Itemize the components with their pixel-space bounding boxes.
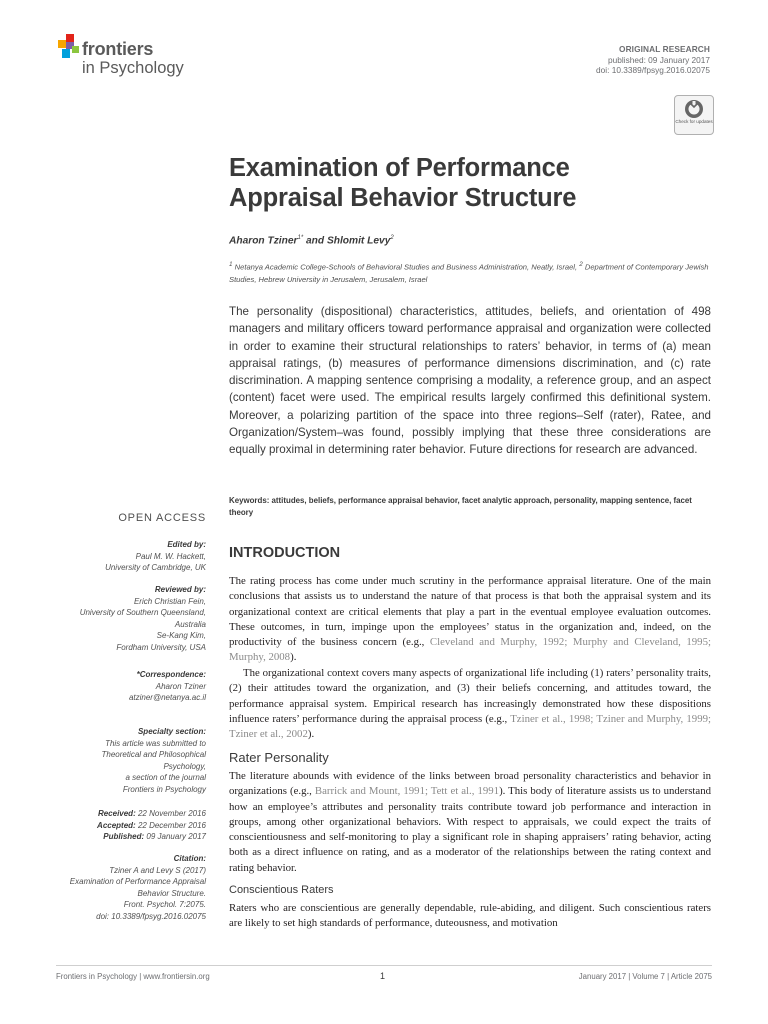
abstract: The personality (dispositional) characteristics, attitudes, beliefs, and orientation of 498 managers and military officers toward performance appraisal and organization were collected in order to examine their structural relationships to raters’ behavior, in terms of (a) mean appraisal ratings, (b) measures of performance dimensions discrimination, and (c) rate discrimination. A mapping sentence comprising a modality, a reference group, and an aspect (content) facet were used. The empirical results largely confirmed this definitional system. Moreover, a polarizing partition of the space into three regions–Self (rater), Ratee, and Organization/System–was found, possibly implying that these three considerations are equally proximal in determining rater behavior. Future directions for research are advanced. <box>229 305 711 457</box>
intro-p1-citation[interactable]: Cleveland and Murphy, 1992; Murphy and Cleveland, 1995; Murphy, 2008 <box>229 636 711 664</box>
editor-name: Paul M. W. Hackett, <box>135 551 206 561</box>
author-conjunction: and <box>303 235 327 247</box>
reviewer-1-country: Australia <box>174 619 206 629</box>
author-list <box>229 235 394 246</box>
journal-logo-line2: in Psychology <box>82 59 184 77</box>
title-line-2: Appraisal Behavior Structure <box>229 184 577 212</box>
received-label: Received: <box>97 809 136 818</box>
citation-label: Citation: <box>173 854 206 863</box>
intro-p1-text: The rating process has come under much scrutiny in the performance appraisal literature. One of the main conclusions that assists us to understand the nature of that process is that both the appraisal system and its organizational context are critical elements that play a part in the eventual employee evaluation outcomes. These outcomes, in turn, impinge upon the employees’ status in the organization and, indeed, on the productivity of the business concern (e.g., <box>229 575 711 649</box>
specialty-line-3: Psychology, <box>163 761 206 771</box>
citation-line-3: Behavior Structure. <box>137 888 206 898</box>
conscientious-raters-paragraph: Raters who are conscientious are generally dependable, rule-abiding, and diligent. Such conscientious raters are likely to set high standards of performance, duteousness, and motivation <box>229 902 711 930</box>
affiliations <box>229 259 711 286</box>
received-date <box>26 808 206 820</box>
edited-by-label: Edited by: <box>167 540 206 549</box>
footer-journal-url[interactable]: Frontiers in Psychology | www.frontiersin.org <box>56 972 210 981</box>
intro-p2-end: ). <box>307 728 315 741</box>
reviewed-by-section <box>26 584 206 653</box>
author-2[interactable]: Shlomit Levy <box>326 235 391 247</box>
rater-p-end: ). This body of literature assists us to understand how an employee’s attributes and personality traits contribute toward job performance and interaction in groups, among other organizational behaviors. With respect to appraisals, we could expect the traits of conscientiousness and self-monitoring to play a significant role in shaping appraisers’ rating behavior, acting both as a direct influence on rating, and as a moderator of the relationships between the rating context and rating behavior. <box>229 785 711 874</box>
accepted-date <box>26 820 206 832</box>
published-value: 09 January 2017 <box>144 832 206 841</box>
citation-line-2: Examination of Performance Appraisal <box>69 877 206 886</box>
correspondence-email[interactable]: atziner@netanya.ac.il <box>128 693 206 702</box>
intro-paragraph-2 <box>229 666 711 742</box>
introduction-heading: INTRODUCTION <box>229 545 341 561</box>
citation-doi[interactable]: doi: 10.3389/fpsyg.2016.02075 <box>96 911 206 921</box>
footer-divider <box>56 965 712 966</box>
footer-issue-info: January 2017 | Volume 7 | Article 2075 <box>578 972 712 981</box>
reviewer-1-name: Erich Christian Fein, <box>133 596 206 606</box>
reviewer-2-name: Se-Kang Kim, <box>156 631 206 640</box>
author-1[interactable]: Aharon Tziner <box>229 235 298 247</box>
accepted-label: Accepted: <box>97 820 136 830</box>
intro-p2-text: The organizational context covers many aspects of organizational life including (1) raters’ personality traits, (2) their attitudes toward the organization, and (3) their beliefs concerning, and attitudes toward, the performance appraisal system. Empirical research has increasingly demonstrated how these dispositions influence raters’ performance during the appraisal process (e.g., <box>229 667 711 725</box>
edited-by-section <box>26 539 206 574</box>
article-meta <box>596 44 710 76</box>
editor-institution: University of Cambridge, UK <box>105 563 206 572</box>
conscientious-raters-heading: Conscientious Raters <box>229 884 334 896</box>
page-number: 1 <box>380 971 386 981</box>
check-for-updates-badge[interactable] <box>674 95 714 135</box>
published-label: Published: <box>103 832 145 841</box>
affiliation-1-marker: 1 <box>229 261 233 268</box>
reviewer-2-institution: Fordham University, USA <box>116 642 206 652</box>
open-access-label: OPEN ACCESS <box>118 512 206 524</box>
article-title <box>229 153 709 213</box>
article-type: ORIGINAL RESEARCH <box>619 44 710 54</box>
intro-p1-end: ). <box>290 651 297 664</box>
title-line-1: Examination of Performance <box>229 154 570 182</box>
specialty-line-2: Theoretical and Philosophical <box>101 750 206 759</box>
rater-p-citation[interactable]: Barrick and Mount, 1991; Tett et al., 1991 <box>314 785 500 798</box>
intro-p2-citation[interactable]: Tziner et al., 1998; Tziner and Murphy, 1999; Tziner et al., 2002 <box>229 712 712 741</box>
affiliation-2-marker: 2 <box>579 261 583 268</box>
specialty-label: Specialty section: <box>137 727 206 736</box>
reviewer-1-institution: University of Southern Queensland, <box>79 608 206 617</box>
correspondence-section <box>26 669 206 704</box>
correspondence-name: Aharon Tziner <box>155 681 206 691</box>
citation-line-1: Tziner A and Levy S (2017) <box>109 865 206 875</box>
affiliation-2: Department of Contemporary Jewish Studies, Hebrew University in Jerusalem, Jerusalem, Israel <box>229 262 709 284</box>
published-date-side <box>26 831 206 843</box>
dates-section <box>26 808 206 843</box>
rater-personality-paragraph <box>229 769 711 876</box>
author-2-affiliation: 2 <box>390 235 394 241</box>
rater-p-text: The literature abounds with evidence of the links between broad personality characteristics and behavior in organizations (e.g., <box>229 770 711 798</box>
affiliation-1: Netanya Academic College-Schools of Behavioral Studies and Business Administration, Neatly, Israel, <box>232 262 580 272</box>
accepted-value: 22 December 2016 <box>135 820 206 830</box>
correspondence-label: *Correspondence: <box>136 670 206 679</box>
received-value: 22 November 2016 <box>135 809 206 818</box>
citation-section <box>26 853 206 922</box>
check-updates-label: Check for updates <box>675 119 713 124</box>
specialty-line-4: a section of the journal <box>125 773 206 782</box>
specialty-line-5: Frontiers in Psychology <box>122 784 206 794</box>
journal-logo-line1: frontiers <box>82 39 154 59</box>
check-updates-icon <box>675 97 713 121</box>
author-1-affiliation: 1* <box>297 235 304 241</box>
published-date: published: 09 January 2017 <box>608 54 710 65</box>
keywords: Keywords: attitudes, beliefs, performance appraisal behavior, facet analytic approach, personality, mapping sentence, facet theory <box>229 496 692 517</box>
specialty-line-1: This article was submitted to <box>105 738 206 748</box>
reviewed-by-label: Reviewed by: <box>154 585 206 594</box>
article-doi[interactable]: doi: 10.3389/fpsyg.2016.02075 <box>596 65 710 76</box>
intro-paragraph-1 <box>229 574 711 666</box>
specialty-section <box>26 726 206 795</box>
frontiers-logo-icon <box>58 34 80 60</box>
citation-line-4: Front. Psychol. 7:2075. <box>123 900 206 909</box>
rater-personality-heading: Rater Personality <box>229 750 329 765</box>
